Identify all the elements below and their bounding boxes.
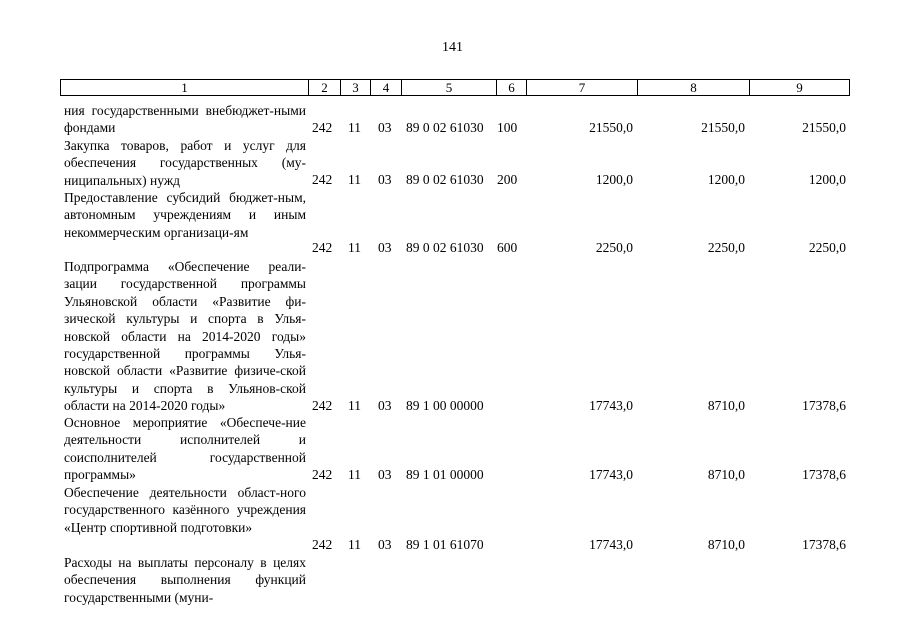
row-col4: 03	[378, 120, 392, 135]
row-col4: 03	[378, 240, 392, 255]
row-col8: 2250,0	[707, 240, 745, 255]
row-col4: 03	[378, 398, 392, 413]
row-col6: 200	[497, 172, 518, 187]
page-number: 141	[442, 40, 463, 55]
row-col6: 600	[497, 240, 518, 255]
row-col2: 242	[312, 537, 333, 552]
row-col9: 17378,6	[802, 467, 846, 482]
row-col4: 03	[378, 172, 392, 187]
row-col8: 1200,0	[707, 172, 745, 187]
row-col3: 11	[348, 467, 361, 482]
row-col5: 89 1 01 00000	[406, 467, 484, 482]
row-col4: 03	[378, 467, 392, 482]
row-col6: 100	[497, 120, 518, 135]
row-col9: 2250,0	[808, 240, 846, 255]
row-col9: 17378,6	[802, 398, 846, 413]
row-col8: 8710,0	[707, 537, 745, 552]
header-cell-9: 9	[749, 80, 849, 95]
row-description: Закупка товаров, работ и услуг для обеспечения государственных (му-ниципальных) нужд	[64, 138, 306, 188]
row-col5: 89 1 00 00000	[406, 398, 484, 413]
row-col7: 21550,0	[589, 120, 633, 135]
row-col5: 89 1 01 61070	[406, 537, 484, 552]
row-col9: 21550,0	[802, 120, 846, 135]
row-col2: 242	[312, 467, 333, 482]
row-col7: 17743,0	[589, 398, 633, 413]
row-col8: 8710,0	[707, 467, 745, 482]
row-col2: 242	[312, 240, 333, 255]
header-cell-4: 4	[370, 80, 401, 95]
table-header	[60, 79, 850, 96]
row-col4: 03	[378, 537, 392, 552]
row-col3: 11	[348, 537, 361, 552]
row-col7: 17743,0	[589, 537, 633, 552]
row-col9: 1200,0	[808, 172, 846, 187]
header-cell-7: 7	[526, 80, 637, 95]
header-cell-6: 6	[496, 80, 526, 95]
row-col8: 21550,0	[701, 120, 745, 135]
header-cell-8: 8	[637, 80, 749, 95]
row-description: Предоставление субсидий бюджет-ным, автономным учреждениям и иным некоммерческим организаци-ям	[64, 190, 306, 240]
row-col3: 11	[348, 398, 361, 413]
row-col7: 1200,0	[595, 172, 633, 187]
row-col3: 11	[348, 172, 361, 187]
row-col7: 2250,0	[595, 240, 633, 255]
row-col3: 11	[348, 120, 361, 135]
row-col2: 242	[312, 120, 333, 135]
row-col3: 11	[348, 240, 361, 255]
row-description: Обеспечение деятельности област-ного государственного казённого учреждения «Центр спортивной подготовки»	[64, 485, 306, 535]
header-cell-1: 1	[181, 80, 188, 95]
row-col5: 89 0 02 61030	[406, 120, 484, 135]
row-col2: 242	[312, 398, 333, 413]
row-col5: 89 0 02 61030	[406, 172, 484, 187]
row-description: Основное мероприятие «Обеспече-ние деятельности исполнителей и соисполнителей государственной программы»	[64, 415, 306, 483]
row-description: ния государственными внебюджет-ными фондами	[64, 103, 306, 136]
row-col2: 242	[312, 172, 333, 187]
header-cell-3: 3	[340, 80, 370, 95]
row-col5: 89 0 02 61030	[406, 240, 484, 255]
row-description: Расходы на выплаты персоналу в целях обеспечения выполнения функций государственными (муни-	[64, 555, 306, 605]
row-col8: 8710,0	[707, 398, 745, 413]
header-cell-2: 2	[308, 80, 340, 95]
row-col9: 17378,6	[802, 537, 846, 552]
header-cell-5: 5	[401, 80, 496, 95]
row-description: Подпрограмма «Обеспечение реали-зации государственной программы Ульяновской области «Развитие фи-зической культуры и спорта в Улья-новской области на 2014-2020 годы» государственной программы Улья-новской области «Развитие физиче-ской культуры и спорта в Ульянов-ской области на 2014-2020 годы»	[64, 259, 306, 414]
row-col7: 17743,0	[589, 467, 633, 482]
